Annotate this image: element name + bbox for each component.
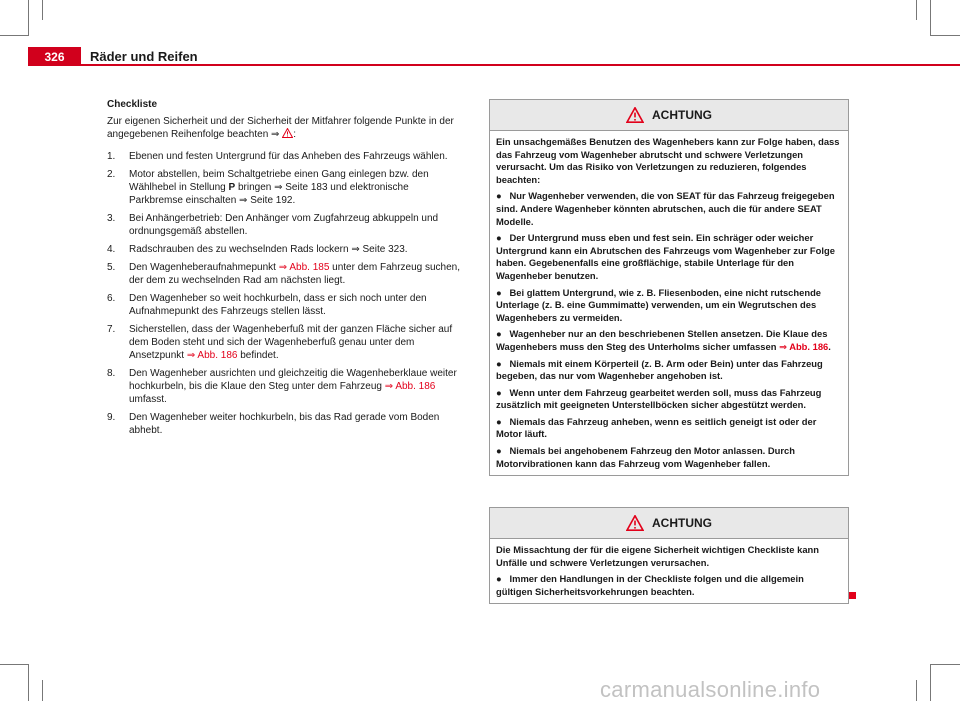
checklist-step: 8. Den Wagenheber ausrichten und gleichzeitig die Wagenheberklaue weiter hochkurbeln, bis die Klaue den Steg unter dem Fahrzeug ⇒ Abb. 186 umfasst. [107,368,457,405]
warning-triangle-icon [626,107,644,123]
chapter-title: Räder und Reifen [90,49,198,64]
warning-header [490,508,848,539]
crop-mark [930,35,960,36]
warning-bullet: ● Der Untergrund muss eben und fest sein. Ein schräger oder weicher Untergrund kann ein Abrutschen des Fahrzeugs vom Wagenheber zur Folge haben. Gegebenenfalls eine großflächige, stabile Unterlage für den Wagenheber benutzen. [496,232,835,281]
warning-triangle-icon [626,515,644,531]
checklist-intro: Zur eigenen Sicherheit und der Sicherheit der Mitfahrer folgende Punkte in der angegebenen Reihenfolge beachten ⇒ : [107,116,454,140]
figure-link[interactable]: ⇒ Abb. 185 [278,262,330,273]
warning-title: ACHTUNG [652,516,712,530]
checklist-step: 4. Radschrauben des zu wechselnden Rads lockern ⇒ Seite 323. [107,244,408,255]
checklist-steps [107,150,462,437]
bullet-icon: ● [496,328,502,340]
crop-mark [28,0,29,36]
checklist-step: 7. Sicherstellen, dass der Wagenheberfuß mit der ganzen Fläche sicher auf dem Boden steht und sich der Wagenheberfuß genau unter dem Ansetzpunkt ⇒ Abb. 186 befindet. [107,324,453,361]
checklist-step: 6. Den Wagenheber so weit hochkurbeln, dass er sich noch unter den Aufnahmepunkt des Fahrzeugs stellen lässt. [107,293,427,317]
bullet-icon: ● [496,190,502,202]
crop-mark [930,0,931,36]
crop-mark [42,0,43,20]
crop-mark [0,664,28,665]
crop-mark [930,664,931,701]
bullet-icon: ● [496,357,502,369]
warning-header [490,100,848,131]
section-end-marker [849,592,856,599]
figure-link[interactable]: ⇒ Abb. 186 [186,350,238,361]
checklist-step: 5. Den Wagenheberaufnahmepunkt ⇒ Abb. 185 unter dem Fahrzeug suchen, der dem zu wechselnden Rad am nächsten liegt. [107,262,461,286]
crop-mark [0,35,28,36]
checklist-step: 1. Ebenen und festen Untergrund für das Anheben des Fahrzeugs wählen. [107,151,448,162]
checklist-step: 3. Bei Anhängerbetrieb: Den Anhänger vom Zugfahrzeug abkuppeln und ordnungsgemäß abstellen. [107,213,439,237]
bullet-icon: ● [496,232,502,244]
warning-bullet: ● Niemals bei angehobenem Fahrzeug den Motor anlassen. Durch Motorvibrationen kann das Fahrzeug vom Wagenheber fallen. [496,445,795,469]
warning-box [489,99,849,476]
crop-mark [42,680,43,701]
page-number: 326 [28,47,81,66]
bullet-icon: ● [496,415,502,427]
checklist-section [107,98,462,442]
crop-mark [930,664,960,665]
warning-body [490,539,848,603]
warning-bullet: ● Immer den Handlungen in der Checkliste folgen und die allgemein gültigen Sicherheitsvorkehrungen beachten. [496,573,804,597]
figure-link[interactable]: ⇒ Abb. 186 [779,340,829,352]
checklist-step: 9. Den Wagenheber weiter hochkurbeln, bis das Rad gerade vom Boden abhebt. [107,412,440,436]
figure-link[interactable]: ⇒ Abb. 186 [384,381,436,392]
checklist-heading: Checkliste [107,99,158,110]
warning-bullet: ● Bei glattem Untergrund, wie z. B. Fliesenboden, eine nicht rutschende Unterlage (z. B. eine Gummimatte) verwenden, um ein Wegrutschen des Wagenhebers zu vermeiden. [496,286,822,323]
watermark: carmanualsonline.info [600,677,821,702]
bullet-icon: ● [496,445,502,457]
warning-intro: Die Missachtung der für die eigene Sicherheit wichtigen Checkliste kann Unfälle und schwere Verletzungen verursachen. [496,544,819,568]
warning-bullet: ● Nur Wagenheber verwenden, die von SEAT für das Fahrzeug freigegeben sind. Andere Wagenheber könnten abrutschen, auch die für andere SEAT Modelle. [496,190,835,227]
warning-bullet: ● Niemals das Fahrzeug anheben, wenn es seitlich geneigt ist oder der Motor läuft. [496,415,817,440]
warning-bullet: ● Niemals mit einem Körperteil (z. B. Arm oder Bein) unter das Fahrzeug begeben, das nur vom Wagenheber angehoben ist. [496,357,823,382]
bullet-icon: ● [496,386,502,398]
checklist-step: 2. Motor abstellen, beim Schaltgetriebe einen Gang einlegen bzw. den Wählhebel in Stellung P bringen ⇒ Seite 183 und elektronische Parkbremse einschalten ⇒ Seite 192. [107,169,429,206]
warning-bullet: ● Wagenheber nur an den beschriebenen Stellen ansetzen. Die Klaue des Wagenhebers muss den Steg des Unterholms sicher umfassen ⇒ Abb. 186. [496,328,831,352]
crop-mark [916,0,917,20]
bullet-icon: ● [496,573,502,585]
bullet-icon: ● [496,286,502,298]
header-rule [28,64,960,66]
warning-body [490,131,848,475]
warning-triangle-icon [282,128,293,138]
crop-mark [28,664,29,701]
warning-box [489,507,849,604]
warning-intro: Ein unsachgemäßes Benutzen des Wagenhebers kann zur Folge haben, dass das Fahrzeug vom Wagenheber abrutscht und schwere Verletzungen verursacht. Um das Risiko von Verletzungen zu reduzieren, folgendes beachten: [496,136,840,185]
warning-title: ACHTUNG [652,108,712,122]
crop-mark [916,680,917,701]
warning-bullet: ● Wenn unter dem Fahrzeug gearbeitet werden soll, muss das Fahrzeug zusätzlich mit geeigneten Unterstellböcken sicher abgestützt werden. [496,386,822,411]
